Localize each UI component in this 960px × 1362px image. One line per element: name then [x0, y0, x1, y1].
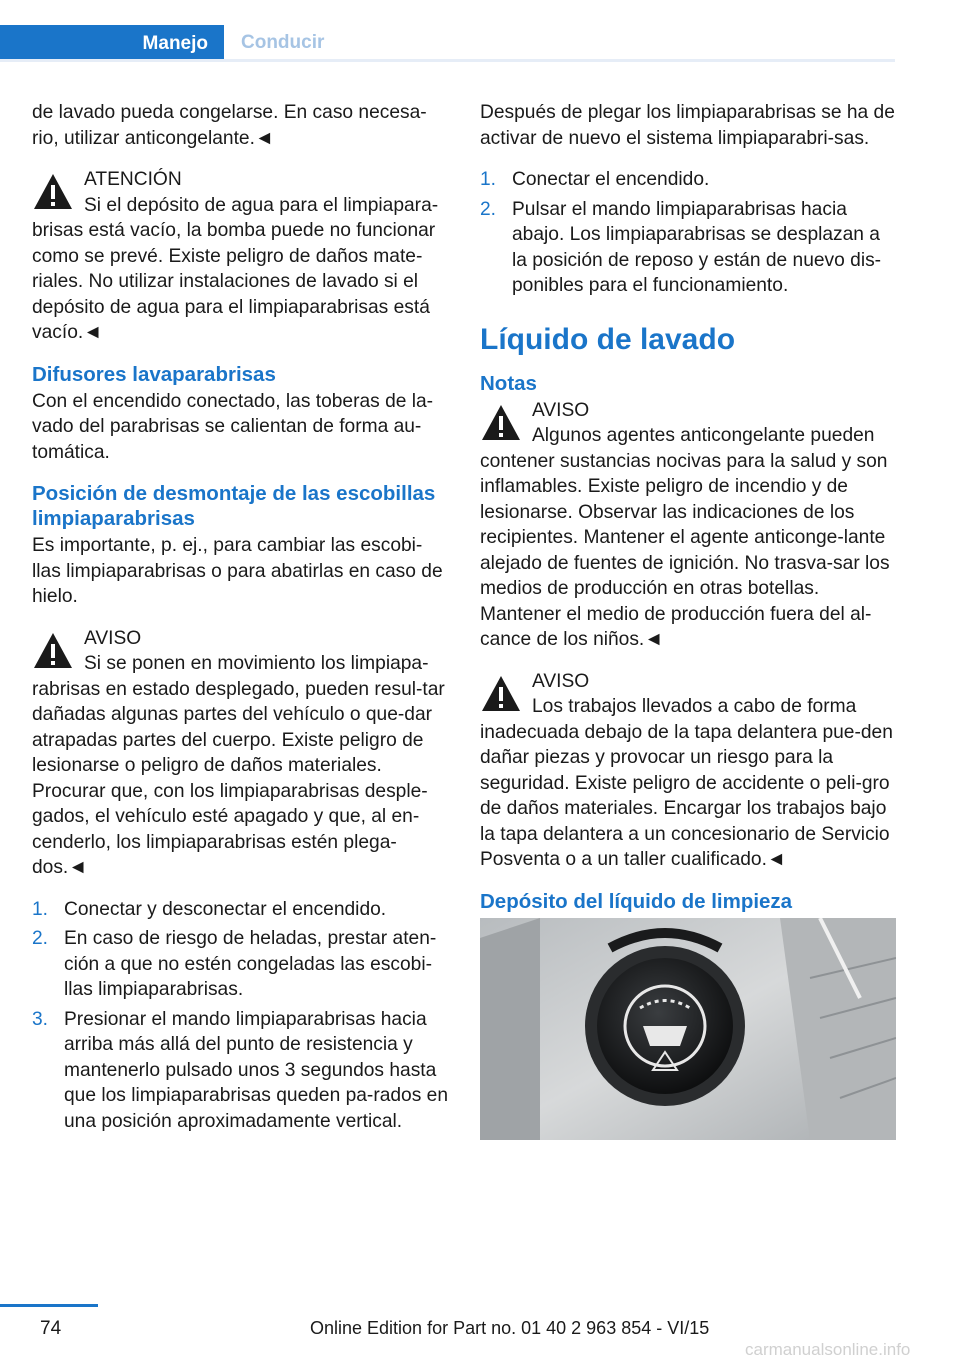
section-heading: Depósito del líquido de limpieza	[480, 889, 793, 913]
warning-triangle-icon	[480, 673, 522, 715]
warning-text: Si se ponen en movimiento los limpiapa-rabrisas en estado desplegado, pueden resul-tar dañadas algunas partes del vehículo o que-dar atrapadas partes del cuerpo. Existe peligro de lesionarse o peligro de daños materiales. Procurar que, con los limpiaparabrisas desple-gados, el vehículo esté apagado y que, al en-cenderlo, los limpiaparabrisas estén plega-dos.◄	[32, 653, 445, 878]
warning-triangle-icon	[480, 402, 522, 444]
warning-triangle-icon	[32, 171, 74, 213]
step-number: 1.	[32, 898, 49, 920]
warning-text: Si el depósito de agua para el limpiapara-brisas está vacío, la bomba puede no funcionar como se prevé. Existe peligro de daños mate-riales. No utilizar instalaciones de lavado si el depósito de agua para el limpiaparabrisas está vacío.◄	[32, 194, 439, 343]
right-column	[480, 100, 896, 1140]
warning-title: ATENCIÓN	[84, 169, 182, 190]
list-item	[32, 1007, 448, 1135]
watermark: carmanualsonline.info	[745, 1340, 911, 1359]
step-number: 2.	[480, 198, 497, 220]
step-text: En caso de riesgo de heladas, prestar aten-ción a que no estén congeladas las escobi-llas limpiaparabrisas.	[64, 928, 437, 1000]
warning-title: AVISO	[532, 399, 590, 421]
section-heading: Notas	[480, 371, 537, 395]
tab-conducir[interactable]: Conducir	[241, 31, 325, 53]
warning-block	[480, 669, 896, 873]
left-column	[32, 100, 448, 1150]
warning-title: AVISO	[84, 627, 142, 649]
step-number: 2.	[32, 928, 49, 949]
warning-block	[32, 626, 448, 881]
list-item	[480, 197, 896, 299]
step-text: Presionar el mando limpiaparabrisas hacia arriba más allá del punto de resistencia y mantenerlo pulsado unos 3 segundos hasta que los limpiaparabrisas queden pa-rados en una posición aproximadamente vertical.	[64, 1008, 448, 1132]
washer-reservoir-illustration	[480, 918, 896, 1140]
chapter-tabs	[0, 25, 895, 60]
list-item	[480, 167, 896, 193]
step-text: Conectar el encendido.	[512, 169, 710, 190]
chapter-heading: Líquido de lavado	[480, 322, 736, 356]
tab-underline	[0, 59, 895, 62]
paragraph: Con el encendido conectado, las toberas de la-vado del parabrisas se calientan de forma au-tomática.	[32, 390, 434, 463]
step-number: 3.	[32, 1008, 49, 1030]
step-text: Pulsar el mando limpiaparabrisas hacia abajo. Los limpiaparabrisas se desplazan a la posición de reposo y están de nuevo dis-ponibles para el funcionamiento.	[512, 198, 882, 296]
page-number: 74	[40, 1318, 62, 1339]
washer-reservoir-photo	[480, 918, 896, 1140]
warning-triangle-icon	[32, 630, 74, 672]
paragraph: Después de plegar los limpiaparabrisas se ha de activar de nuevo el sistema limpiaparabri-sas.	[480, 102, 895, 149]
paragraph: de lavado pueda congelarse. En caso necesa-rio, utilizar anticongelante.◄	[32, 102, 427, 149]
warning-text: Algunos agentes anticongelante pueden contener sustancias nocivas para la salud y son inflamables. Existe peligro de incendio y de lesionarse. Observar las indicaciones de los recipientes. Mantener el agente anticonge-lante alejado de fuentes de ignición. No trasva-sar los medios de producción en otras botellas. Mantener el medio de producción fuera del al-cance de los niños.◄	[480, 425, 890, 650]
steps-list	[32, 897, 448, 1135]
step-number: 1.	[480, 169, 497, 190]
section-heading: Posición de desmontaje de las escobillas limpiaparabrisas	[32, 482, 436, 530]
warning-block	[32, 167, 448, 346]
edition-text: Online Edition for Part no. 01 40 2 963 854 - VI/15	[310, 1318, 710, 1338]
warning-title: AVISO	[532, 670, 590, 692]
warning-block	[480, 398, 896, 653]
steps-list	[480, 167, 896, 299]
step-text: Conectar y desconectar el encendido.	[64, 898, 387, 920]
section-heading: Difusores lavaparabrisas	[32, 362, 276, 386]
footer-rule	[0, 1304, 98, 1307]
warning-text: Los trabajos llevados a cabo de forma inadecuada debajo de la tapa delantera pue-den dañar piezas y provocar un riesgo para la seguridad. Existe peligro de accidente o peli-gro de daños materiales. Encargar los trabajos bajo la tapa delantera a un concesionario de Servicio Posventa o a un taller cualificado.◄	[480, 696, 893, 870]
list-item	[32, 926, 448, 1003]
tab-manejo[interactable]: Manejo	[0, 25, 224, 62]
list-item	[32, 897, 448, 923]
paragraph: Es importante, p. ej., para cambiar las escobi-llas limpiaparabrisas o para abatirlas en caso de hielo.	[32, 535, 443, 607]
